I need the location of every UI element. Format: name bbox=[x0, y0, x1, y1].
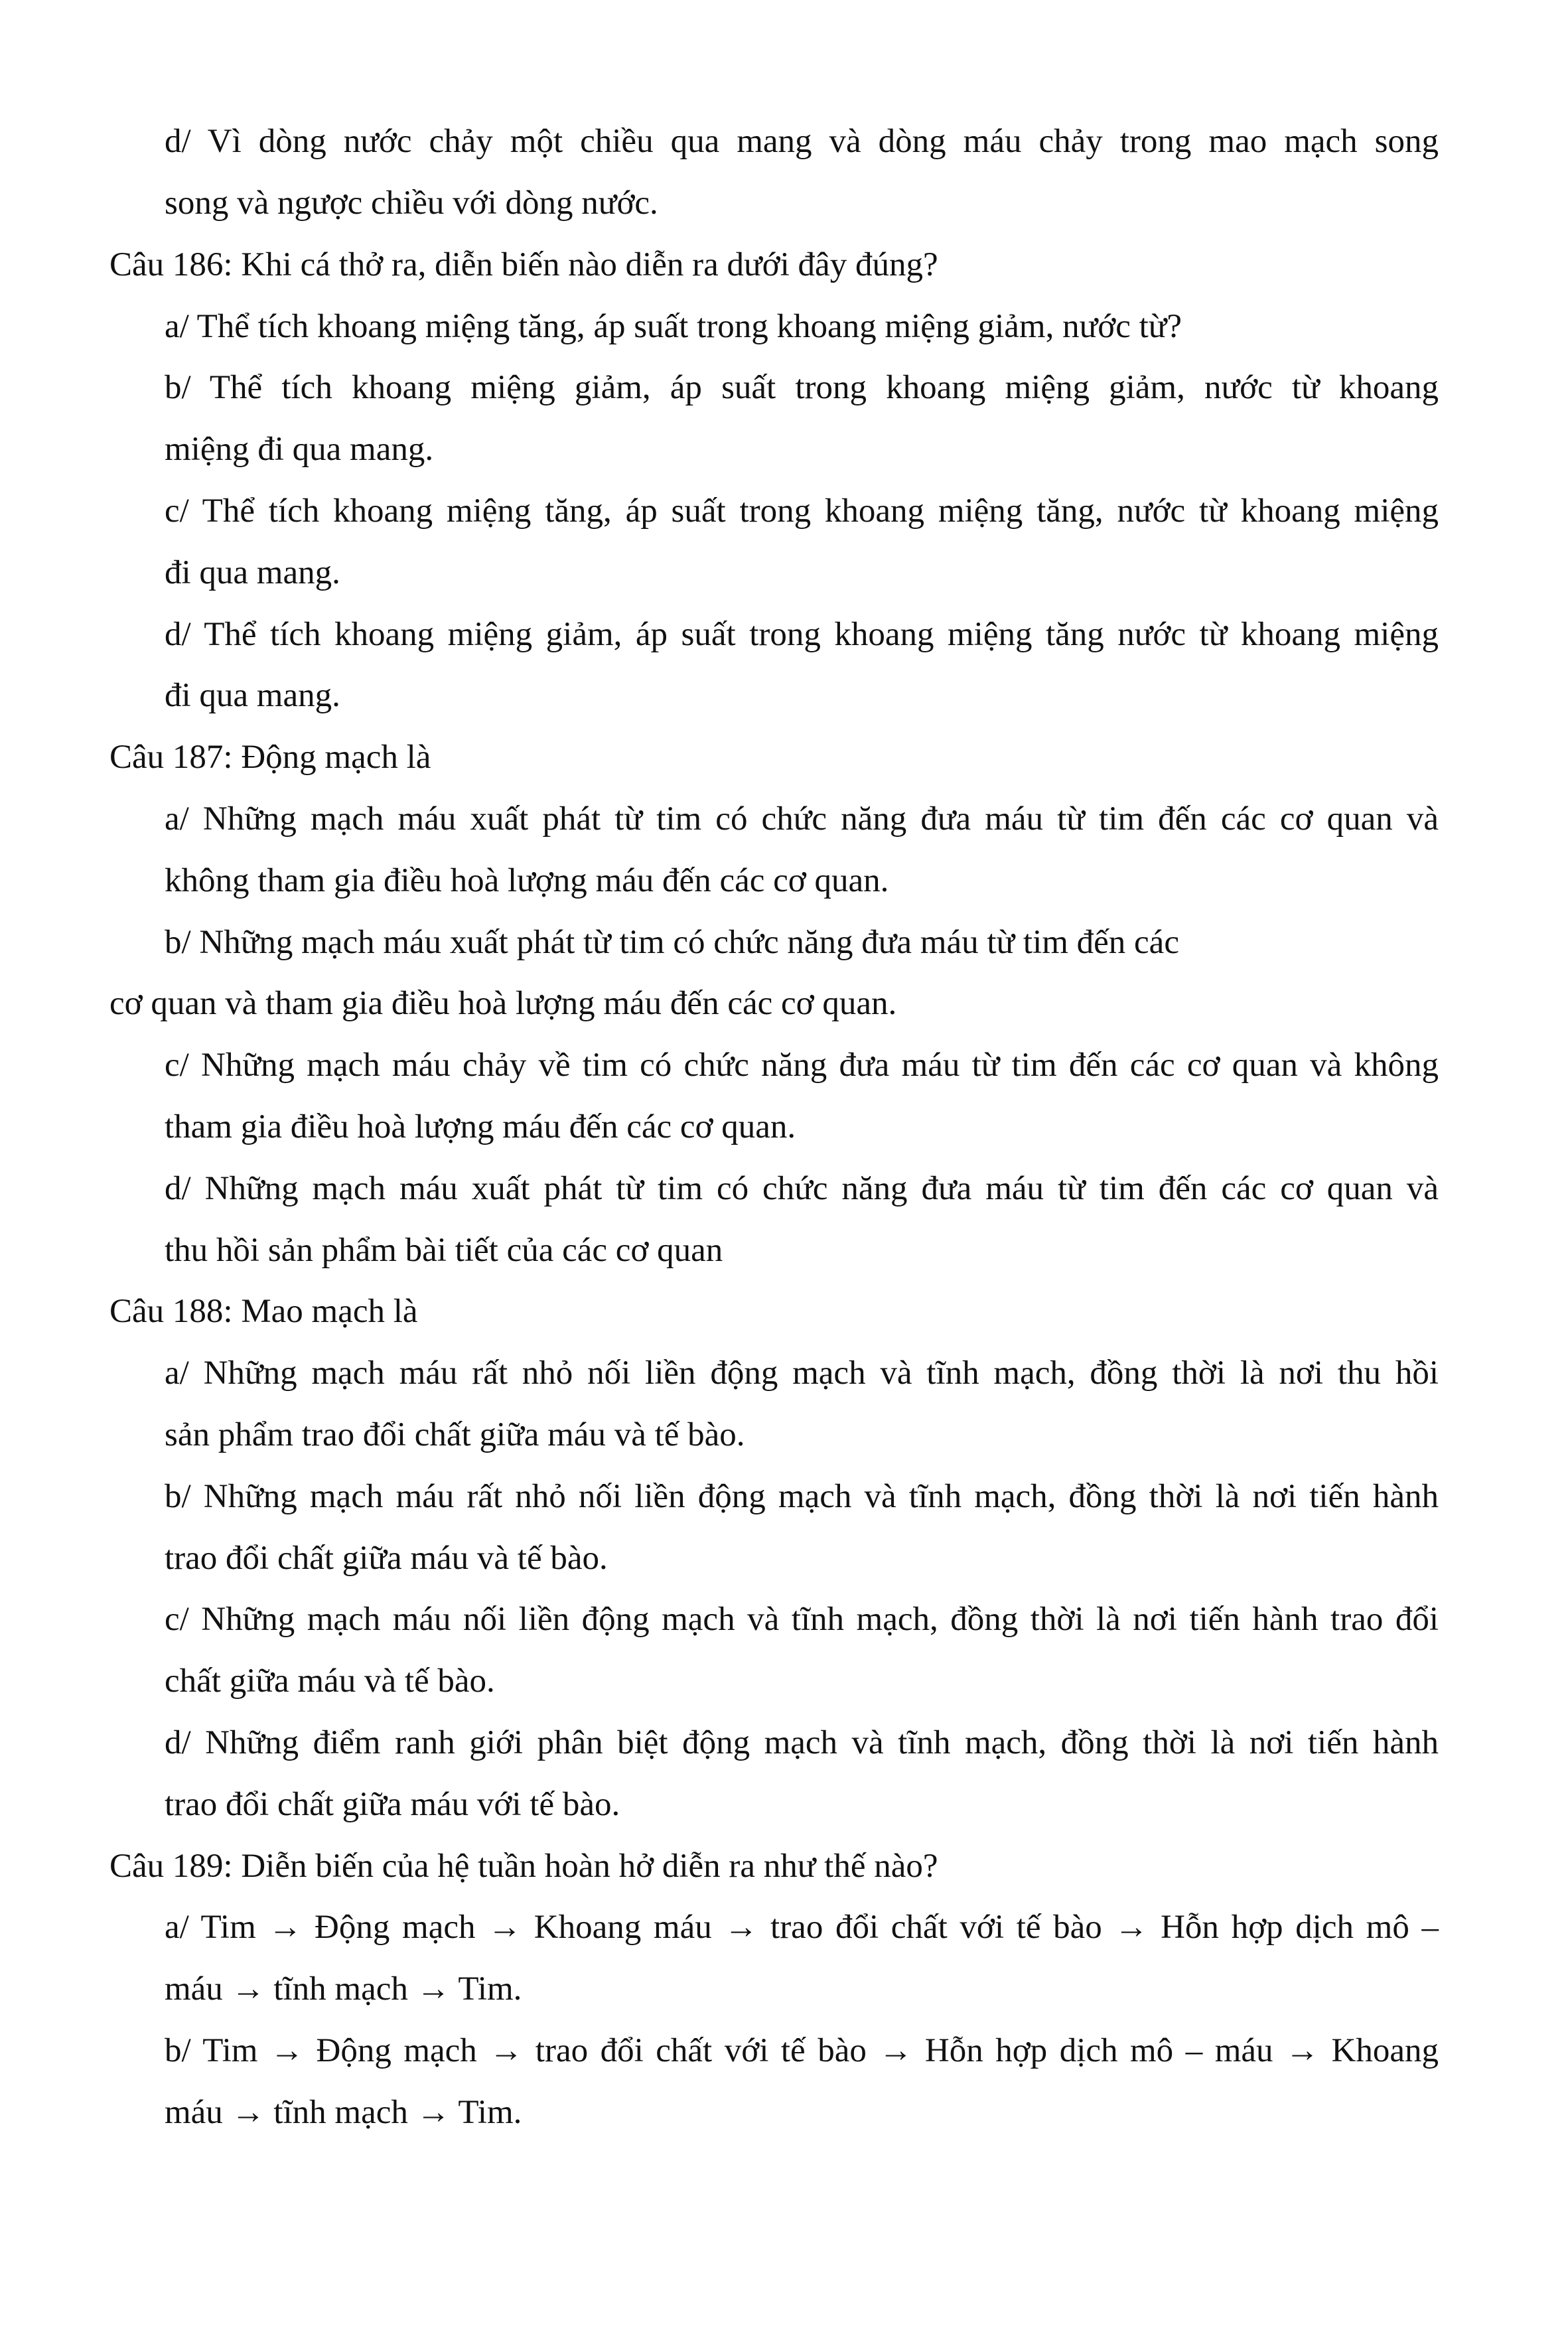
option-c-188-line-1: c/ Những mạch máu nối liền động mạch và tĩnh mạch, đồng thời là nơi tiến hành trao đổi bbox=[165, 1601, 1439, 1638]
option-d-185-line-2: song và ngược chiều với dòng nước. bbox=[165, 184, 658, 222]
option-b-188-line-2: trao đổi chất giữa máu và tế bào. bbox=[165, 1540, 608, 1577]
option-b-189-line-1: b/ Tim → Động mạch → trao đổi chất với tế bào → Hỗn hợp dịch mô – máu → Khoang bbox=[165, 2032, 1439, 2069]
option-b-186-line-1: b/ Thể tích khoang miệng giảm, áp suất trong khoang miệng giảm, nước từ khoang bbox=[165, 369, 1439, 406]
question-188: Câu 188: Mao mạch là bbox=[109, 1293, 418, 1330]
option-a-187-line-2: không tham gia điều hoà lượng máu đến các cơ quan. bbox=[165, 862, 889, 899]
option-d-186-line-2: đi qua mang. bbox=[165, 677, 340, 714]
option-c-187-line-2: tham gia điều hoà lượng máu đến các cơ quan. bbox=[165, 1108, 796, 1145]
option-c-186-line-2: đi qua mang. bbox=[165, 554, 340, 591]
option-a-189-line-1: a/ Tim → Động mạch → Khoang máu → trao đổi chất với tế bào → Hỗn hợp dịch mô – bbox=[165, 1909, 1439, 1946]
option-c-186-line-1: c/ Thể tích khoang miệng tăng, áp suất trong khoang miệng tăng, nước từ khoang miệng bbox=[165, 492, 1439, 530]
option-a-187-line-1: a/ Những mạch máu xuất phát từ tim có chức năng đưa máu từ tim đến các cơ quan và bbox=[165, 800, 1439, 838]
option-b-188-line-1: b/ Những mạch máu rất nhỏ nối liền động mạch và tĩnh mạch, đồng thời là nơi tiến hành bbox=[165, 1478, 1439, 1515]
question-189: Câu 189: Diễn biến của hệ tuần hoàn hở diễn ra như thế nào? bbox=[109, 1848, 938, 1885]
option-c-187-line-1: c/ Những mạch máu chảy về tim có chức năng đưa máu từ tim đến các cơ quan và không bbox=[165, 1047, 1439, 1084]
question-186: Câu 186: Khi cá thở ra, diễn biến nào diễn ra dưới đây đúng? bbox=[109, 246, 938, 283]
option-c-188-line-2: chất giữa máu và tế bào. bbox=[165, 1662, 495, 1700]
option-d-188-line-2: trao đổi chất giữa máu với tế bào. bbox=[165, 1786, 620, 1823]
option-d-185-line-1: d/ Vì dòng nước chảy một chiều qua mang và dòng máu chảy trong mao mạch song bbox=[165, 123, 1439, 160]
option-a-189-line-2: máu → tĩnh mạch → Tim. bbox=[165, 1970, 522, 2008]
option-b-186-line-2: miệng đi qua mang. bbox=[165, 431, 434, 468]
option-b-187-line-1: b/ Những mạch máu xuất phát từ tim có chức năng đưa máu từ tim đến các bbox=[165, 924, 1179, 961]
option-b-187-line-2: cơ quan và tham gia điều hoà lượng máu đến các cơ quan. bbox=[109, 985, 897, 1022]
option-a-186: a/ Thể tích khoang miệng tăng, áp suất trong khoang miệng giảm, nước từ? bbox=[165, 308, 1182, 345]
option-d-188-line-1: d/ Những điểm ranh giới phân biệt động mạch và tĩnh mạch, đồng thời là nơi tiến hành bbox=[165, 1724, 1439, 1761]
option-d-187-line-1: d/ Những mạch máu xuất phát từ tim có chức năng đưa máu từ tim đến các cơ quan và bbox=[165, 1170, 1439, 1207]
option-a-188-line-2: sản phẩm trao đổi chất giữa máu và tế bào. bbox=[165, 1416, 745, 1453]
option-d-187-line-2: thu hồi sản phẩm bài tiết của các cơ quan bbox=[165, 1232, 723, 1269]
option-a-188-line-1: a/ Những mạch máu rất nhỏ nối liền động mạch và tĩnh mạch, đồng thời là nơi thu hồi bbox=[165, 1355, 1439, 1392]
option-d-186-line-1: d/ Thể tích khoang miệng giảm, áp suất trong khoang miệng tăng nước từ khoang miệng bbox=[165, 616, 1439, 653]
option-b-189-line-2: máu → tĩnh mạch → Tim. bbox=[165, 2094, 522, 2131]
question-187: Câu 187: Động mạch là bbox=[109, 739, 431, 776]
